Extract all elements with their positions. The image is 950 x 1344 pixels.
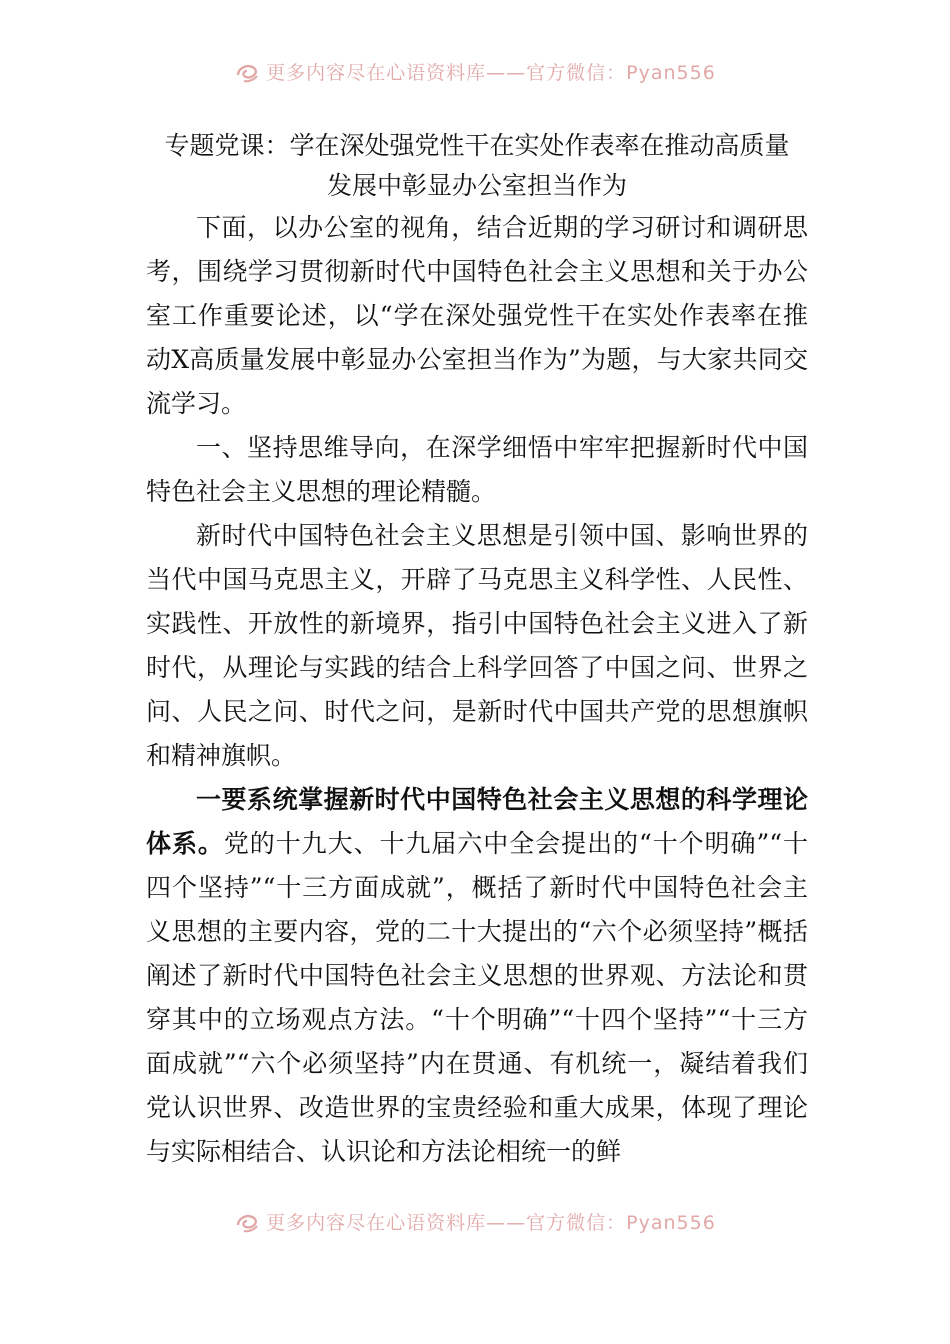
swirl-logo-icon [234, 61, 260, 83]
watermark-text: 更多内容尽在心语资料库——官方微信：Pyan556 [266, 62, 716, 84]
swirl-logo-icon [234, 1211, 260, 1233]
point-one-text: 党的十九大、十九届六中全会提出的“十个明确”“十四个坚持”“十三方面成就”，概括了新时代中国特色社会主义思想的主要内容，党的二十大提出的“六个必须坚持”概括阐述了新时代中国特色社会主义思想的世界观、方法论和贯穿其中的立场观点方法。“十个明确”“十四个坚持”“十三方面成就”“六个必须坚持”内在贯通、有机统一，凝结着我们党认识世界、改造世界的宝贵经验和重大成果，体现了理论与实际相结合、认识论和方法论相统一的鲜 [146, 829, 808, 1166]
watermark-text: 更多内容尽在心语资料库——官方微信：Pyan556 [266, 1212, 716, 1234]
paragraph-point-one [146, 778, 808, 1174]
watermark-footer [0, 1208, 950, 1235]
title-line-2: 发展中彰显办公室担当作为 [326, 171, 627, 200]
document-title [132, 126, 822, 206]
watermark-header [0, 58, 950, 85]
point-one-lead: 一要系统掌握新时代中国特色社会主义思想的科学理论体系。 [146, 785, 808, 858]
paragraph-body: 新时代中国特色社会主义思想是引领中国、影响世界的当代中国马克思主义，开辟了马克思主义科学性、人民性、实践性、开放性的新境界，指引中国特色社会主义进入了新时代，从理论与实践的结合上科学回答了中国之问、世界之问、人民之问、时代之问，是新时代中国共产党的思想旗帜和精神旗帜。 [146, 521, 808, 770]
paragraph-intro: 下面，以办公室的视角，结合近期的学习研讨和调研思考，围绕学习贯彻新时代中国特色社会主义思想和关于办公室工作重要论述，以“学在深处强党性干在实处作表率在推动X高质量发展中彰显办公室担当作为”为题，与大家共同交流学习。 [146, 213, 808, 418]
document-body [146, 126, 808, 1174]
paragraph-section-heading: 一、坚持思维导向，在深学细悟中牢牢把握新时代中国特色社会主义思想的理论精髓。 [146, 433, 808, 506]
title-line-1: 专题党课：学在深处强党性干在实处作表率在推动高质量 [164, 131, 790, 160]
